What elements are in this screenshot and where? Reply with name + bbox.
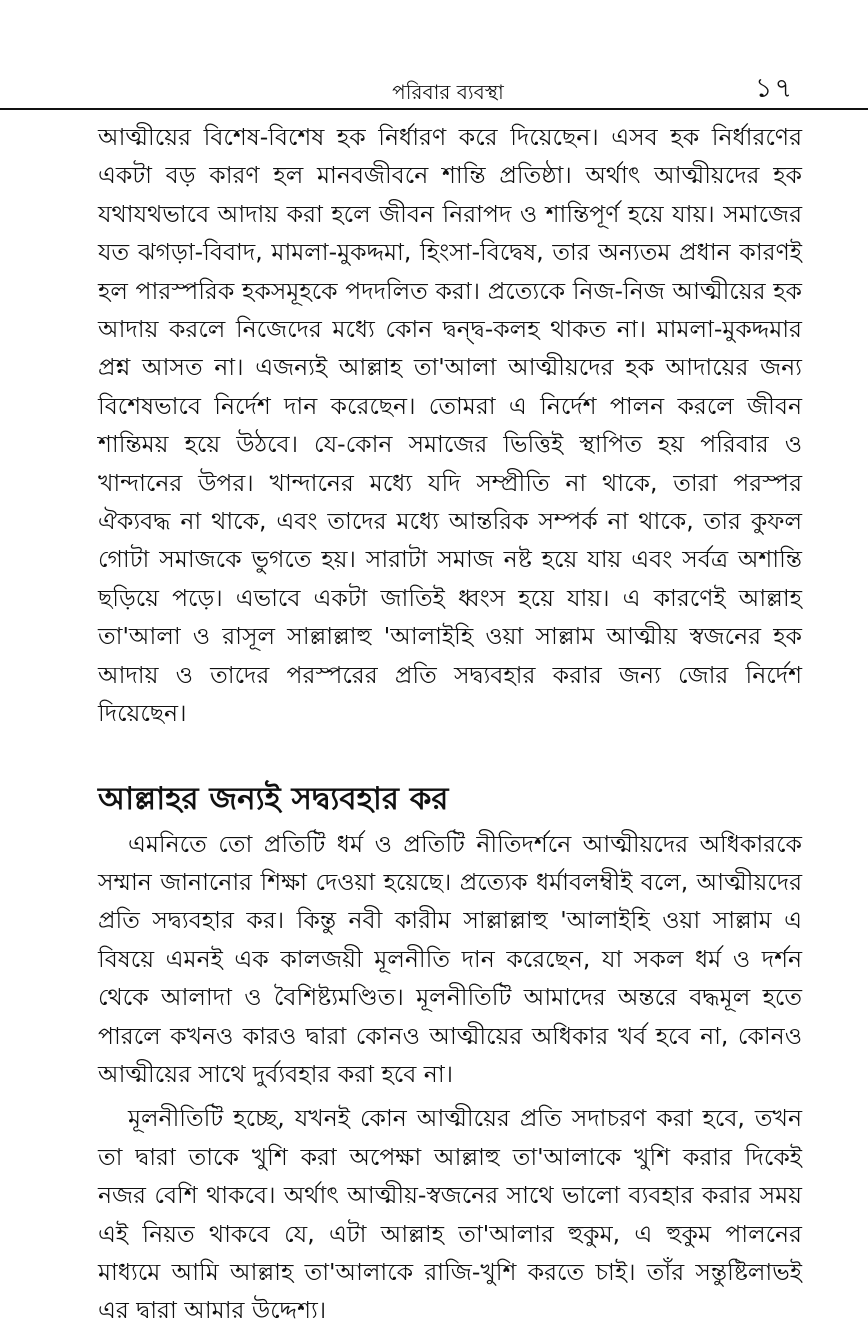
section-heading: আল্লাহর জন্যই সদ্ব্যবহার কর [98,780,449,817]
header-rule [0,108,868,110]
section-paragraph-1: এমনিতে তো প্রতিটি ধর্ম ও প্রতিটি নীতিদর্শনে আত্মীয়দের অধিকারকে সম্মান জানানোর শিক্ষা দেওয়া হয়েছে। প্রত্যেক ধর্মাবলম্বীই বলে, আত্মীয়দের প্রতি সদ্ব্যবহার কর। কিন্তু নবী কারীম সাল্লাল্লাহু 'আলাইহি ওয়া সাল্লাম এ বিষয়ে এমনই এক কালজয়ী মূলনীতি দান করেছেন, যা সকল ধর্ম ও দর্শন থেকে আলাদা ও বৈশিষ্ট্যমণ্ডিত। মূলনীতিটি আমাদের অন্তরে বদ্ধমূল হতে পারলে কখনও কারও দ্বারা কোনও আত্মীয়ের অধিকার খর্ব হবে না, কোনও আত্মীয়ের সাথে দুর্ব্যবহার করা হবে না। [98,829,802,1088]
paragraph-1: আত্মীয়ের বিশেষ-বিশেষ হক নির্ধারণ করে দিয়েছেন। এসব হক নির্ধারণের একটা বড় কারণ হল মানবজীবনে শান্তি প্রতিষ্ঠা। অর্থাৎ আত্মীয়দের হক যথাযথভাবে আদায় করা হলে জীবন নিরাপদ ও শান্তিপূর্ণ হয়ে যায়। সমাজের যত ঝগড়া-বিবাদ, মামলা-মুকদ্দমা, হিংসা-বিদ্বেষ, তার অন্যতম প্রধান কারণই হল পারস্পরিক হকসমূহকে পদদলিত করা। প্রত্যেকে নিজ-নিজ আত্মীয়ের হক আদায় করলে নিজেদের মধ্যে কোন দ্বন্দ্ব-কলহ থাকত না। মামলা-মুকদ্দমার প্রশ্ন আসত না। এজন্যই আল্লাহ তা'আলা আত্মীয়দের হক আদায়ের জন্য বিশেষভাবে নির্দেশ দান করেছেন। তোমরা এ নির্দেশ পালন করলে জীবন শান্তিময় হয়ে উঠবে। যে-কোন সমাজের ভিত্তিই স্থাপিত হয় পরিবার ও খান্দানের উপর। খান্দানের মধ্যে যদি সম্প্রীতি না থাকে, তারা পরস্পর ঐক্যবদ্ধ না থাকে, এবং তাদের মধ্যে আন্তরিক সম্পর্ক না থাকে, তার কুফল গোটা সমাজকে ভুগতে হয়। সারাটা সমাজ নষ্ট হয়ে যায় এবং সর্বত্র অশান্তি ছড়িয়ে পড়ে। এভাবে একটা জাতিই ধ্বংস হয়ে যায়। এ কারণেই আল্লাহ তা'আলা ও রাসূল সাল্লাল্লাহু 'আলাইহি ওয়া সাল্লাম আত্মীয় স্বজনের হক আদায় ও তাদের পরস্পরের প্রতি সদ্ব্যবহার করার জন্য জোর নির্দেশ দিয়েছেন। [98,123,802,728]
body-text [98,118,802,1330]
page-number: ১৭ [754,73,794,104]
running-title: পরিবার ব্যবস্থা [392,80,504,104]
section-paragraph-2: মূলনীতিটি হচ্ছে, যখনই কোন আত্মীয়ের প্রতি সদাচরণ করা হবে, তখন তা দ্বারা তাকে খুশি করা অপেক্ষা আল্লাহু তা'আলাকে খুশি করার দিকেই নজর বেশি থাকবে। অর্থাৎ আত্মীয়-স্বজনের সাথে ভালো ব্যবহার করার সময় এই নিয়ত থাকবে যে, এটা আল্লাহ তা'আলার হুকুম, এ হুকুম পালনের মাধ্যমে আমি আল্লাহ তা'আলাকে রাজি-খুশি করতে চাই। তাঁর সন্তুষ্টিলাভই এর দ্বারা আমার উদ্দেশ্য। [98,1104,802,1325]
page-header [98,0,802,104]
